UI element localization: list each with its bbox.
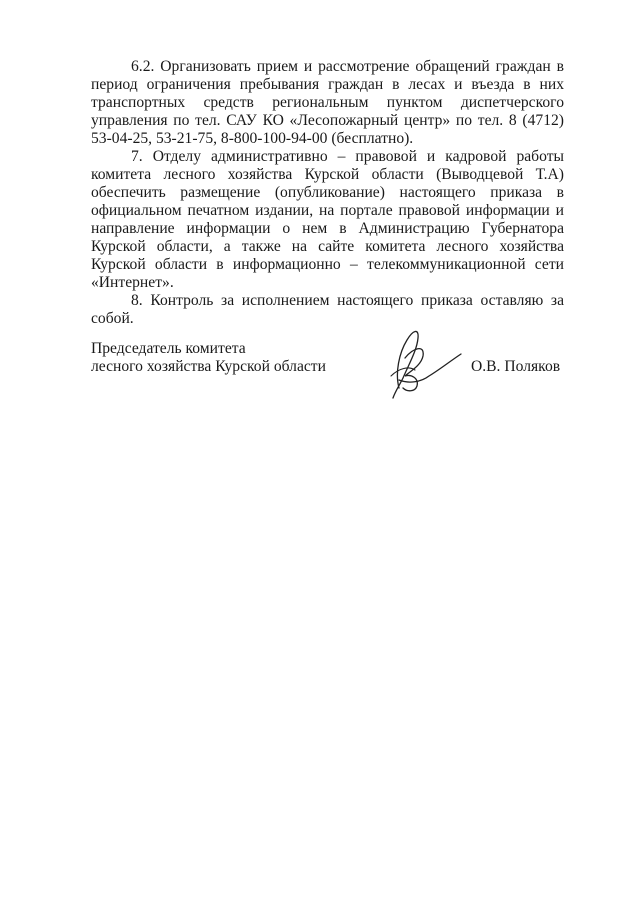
- paragraph-8: 8. Контроль за исполнением настоящего приказа оставляю за собой.: [91, 292, 564, 327]
- paragraph-7: 7. Отделу административно – правовой и кадровой работы комитета лесного хозяйства Курской области (Выводцевой Т.А) обеспечить размещение (опубликование) настоящего приказа в официальном печатном издании, на портале правовой информации и направление информации о нем в Администрацию Губернатора Курской области, а также на сайте комитета лесного хозяйства Курской области в информационно – телекоммуникационной сети «Интернет».: [91, 148, 564, 291]
- signature-block: [91, 340, 564, 410]
- paragraph-6-2: 6.2. Организовать прием и рассмотрение обращений граждан в период ограничения пребывания граждан в лесах и въезда в них транспортных средств региональным пунктом диспетчерского управления по тел. САУ КО «Лесопожарный центр» по тел. 8 (4712) 53-04-25, 53-21-75, 8-800-100-94-00 (бесплатно).: [91, 58, 564, 147]
- document-body: [91, 58, 564, 328]
- signatory-title-line-1: Председатель комитета: [91, 340, 246, 357]
- handwritten-signature: [369, 318, 479, 408]
- signatory-title: [91, 340, 351, 376]
- signatory-name: О.В. Поляков: [471, 358, 561, 375]
- signatory-title-line-2: лесного хозяйства Курской области: [91, 358, 326, 375]
